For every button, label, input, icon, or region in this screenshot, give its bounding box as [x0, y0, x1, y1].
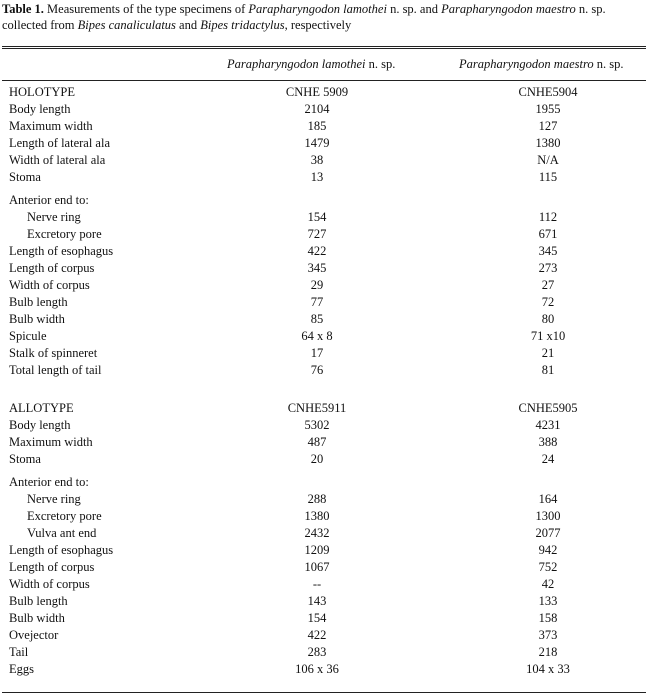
table-row	[0, 101, 650, 118]
table-bottom-rule	[2, 692, 646, 693]
value-lamothei: 487	[307, 435, 327, 449]
row-label: Tail	[9, 645, 29, 659]
row-label: Ovejector	[9, 628, 59, 642]
table-row	[0, 542, 650, 559]
table-row	[0, 434, 650, 451]
row-label: Stoma	[9, 170, 41, 184]
table-top-rule-double	[2, 48, 646, 49]
table-row	[0, 417, 650, 434]
value-maestro: 72	[541, 295, 555, 309]
table-row	[0, 328, 650, 345]
row-label: Bulb width	[9, 611, 65, 625]
value-lamothei: 1209	[304, 543, 330, 557]
column-header-maestro-suffix: n. sp.	[593, 57, 624, 71]
value-lamothei: 64 x 8	[301, 329, 333, 343]
caption-text-4: and	[175, 18, 201, 32]
value-maestro: 115	[538, 170, 558, 184]
value-lamothei: 345	[307, 261, 327, 275]
table-row	[0, 644, 650, 661]
row-label: Width of lateral ala	[9, 153, 106, 167]
caption-label: Table 1.	[2, 2, 44, 16]
table-row	[0, 192, 650, 209]
column-header-maestro-species: Parapharyngodon maestro	[459, 57, 594, 71]
row-label: Length of corpus	[9, 261, 95, 275]
value-maestro: 81	[541, 363, 555, 377]
row-label: Length of corpus	[9, 560, 95, 574]
row-label: Maximum width	[9, 435, 93, 449]
value-maestro: 164	[538, 492, 558, 506]
value-lamothei: 20	[310, 452, 324, 466]
column-header-maestro	[459, 57, 623, 72]
table-row	[0, 209, 650, 226]
table-row	[0, 169, 650, 186]
value-lamothei: CNHE 5909	[285, 85, 349, 99]
row-label: Bulb width	[9, 312, 65, 326]
value-lamothei: 29	[310, 278, 324, 292]
value-maestro: 80	[541, 312, 555, 326]
table-row	[0, 576, 650, 593]
row-label: Width of corpus	[9, 577, 90, 591]
value-lamothei: 106 x 36	[295, 662, 339, 676]
row-label: Width of corpus	[9, 278, 90, 292]
value-lamothei: 2432	[304, 526, 330, 540]
row-label: Maximum width	[9, 119, 93, 133]
table-caption	[2, 1, 648, 33]
value-lamothei: CNHE5911	[287, 401, 347, 415]
table-row	[0, 627, 650, 644]
table-row	[0, 525, 650, 542]
table-row	[0, 400, 650, 417]
caption-species-a: Parapharyngodon lamothei	[248, 2, 387, 16]
value-lamothei: 154	[307, 210, 327, 224]
table-row	[0, 491, 650, 508]
value-lamothei: 1380	[304, 509, 330, 523]
row-label: Length of esophagus	[9, 244, 114, 258]
value-maestro: 42	[541, 577, 555, 591]
row-label: Nerve ring	[27, 210, 81, 224]
table-row	[0, 508, 650, 525]
row-label: Anterior end to:	[9, 193, 89, 207]
table-row	[0, 474, 650, 491]
value-maestro: N/A	[537, 153, 559, 167]
value-maestro: 127	[538, 119, 558, 133]
row-label: Length of esophagus	[9, 543, 114, 557]
caption-host-a: Bipes canaliculatus	[77, 18, 176, 32]
value-maestro: 345	[538, 244, 558, 258]
table-row	[0, 661, 650, 678]
row-label: Stoma	[9, 452, 41, 466]
caption-text-5: , respectively	[284, 18, 352, 32]
table-row	[0, 118, 650, 135]
value-maestro: 273	[538, 261, 558, 275]
row-label: Total length of tail	[9, 363, 102, 377]
row-label: Anterior end to:	[9, 475, 89, 489]
value-maestro: 2077	[535, 526, 561, 540]
value-lamothei: 2104	[304, 102, 330, 116]
table-row	[0, 84, 650, 101]
column-header-lamothei-suffix: n. sp.	[365, 57, 396, 71]
value-maestro: 21	[541, 346, 555, 360]
value-lamothei: 5302	[304, 418, 330, 432]
table-row	[0, 277, 650, 294]
row-label: Excretory pore	[27, 509, 102, 523]
table-row	[0, 294, 650, 311]
value-maestro: CNHE5905	[518, 401, 578, 415]
value-lamothei: 154	[307, 611, 327, 625]
value-lamothei: 185	[307, 119, 327, 133]
value-lamothei: 288	[307, 492, 327, 506]
caption-text-2: n. sp. and	[386, 2, 442, 16]
row-label: Body length	[9, 102, 71, 116]
table-row	[0, 559, 650, 576]
value-maestro: 24	[541, 452, 555, 466]
value-lamothei: 13	[310, 170, 324, 184]
value-lamothei: 727	[307, 227, 327, 241]
value-maestro: 71 x10	[530, 329, 566, 343]
table-row	[0, 345, 650, 362]
value-lamothei: 1067	[304, 560, 330, 574]
value-lamothei: 143	[307, 594, 327, 608]
table-top-rule	[2, 46, 646, 47]
row-label: Bulb length	[9, 295, 68, 309]
row-label: Excretory pore	[27, 227, 102, 241]
row-label: Length of lateral ala	[9, 136, 110, 150]
table-row	[0, 135, 650, 152]
header-rule	[2, 80, 646, 81]
table-row	[0, 593, 650, 610]
table-row	[0, 152, 650, 169]
row-label: Body length	[9, 418, 71, 432]
row-label: Nerve ring	[27, 492, 81, 506]
row-label: Stalk of spinneret	[9, 346, 98, 360]
row-label: ALLOTYPE	[9, 401, 74, 415]
row-label: Vulva ant end	[27, 526, 97, 540]
value-maestro: 104 x 33	[526, 662, 570, 676]
value-lamothei: 85	[310, 312, 324, 326]
caption-text-1: Measurements of the type specimens of	[43, 2, 249, 16]
table-row	[0, 311, 650, 328]
value-maestro: 218	[538, 645, 558, 659]
value-lamothei: 422	[307, 244, 327, 258]
caption-host-b: Bipes tridactylus	[200, 18, 285, 32]
row-label: Eggs	[9, 662, 34, 676]
table-row	[0, 243, 650, 260]
value-maestro: 112	[538, 210, 558, 224]
table-row	[0, 362, 650, 379]
column-header-lamothei-species: Parapharyngodon lamothei	[227, 57, 366, 71]
value-maestro: 1380	[535, 136, 561, 150]
row-label: HOLOTYPE	[9, 85, 75, 99]
value-lamothei: 17	[310, 346, 324, 360]
value-maestro: 942	[538, 543, 558, 557]
value-maestro: 133	[538, 594, 558, 608]
value-lamothei: 77	[310, 295, 324, 309]
column-header-lamothei	[227, 57, 395, 72]
table-row	[0, 610, 650, 627]
caption-species-b: Parapharyngodon maestro	[441, 2, 576, 16]
value-lamothei: 422	[307, 628, 327, 642]
value-lamothei: 38	[310, 153, 324, 167]
value-lamothei: --	[312, 577, 322, 591]
value-maestro: 1300	[535, 509, 561, 523]
table-row	[0, 260, 650, 277]
value-maestro: CNHE5904	[518, 85, 578, 99]
value-maestro: 373	[538, 628, 558, 642]
table-row	[0, 226, 650, 243]
value-maestro: 752	[538, 560, 558, 574]
value-lamothei: 1479	[304, 136, 330, 150]
value-maestro: 27	[541, 278, 555, 292]
value-maestro: 158	[538, 611, 558, 625]
row-label: Spicule	[9, 329, 47, 343]
value-maestro: 1955	[535, 102, 561, 116]
caption-text-3: n. sp. collected from	[2, 2, 606, 32]
value-maestro: 4231	[535, 418, 561, 432]
value-maestro: 388	[538, 435, 558, 449]
value-maestro: 671	[538, 227, 558, 241]
table-row	[0, 451, 650, 468]
value-lamothei: 283	[307, 645, 327, 659]
row-label: Bulb length	[9, 594, 68, 608]
value-lamothei: 76	[310, 363, 324, 377]
